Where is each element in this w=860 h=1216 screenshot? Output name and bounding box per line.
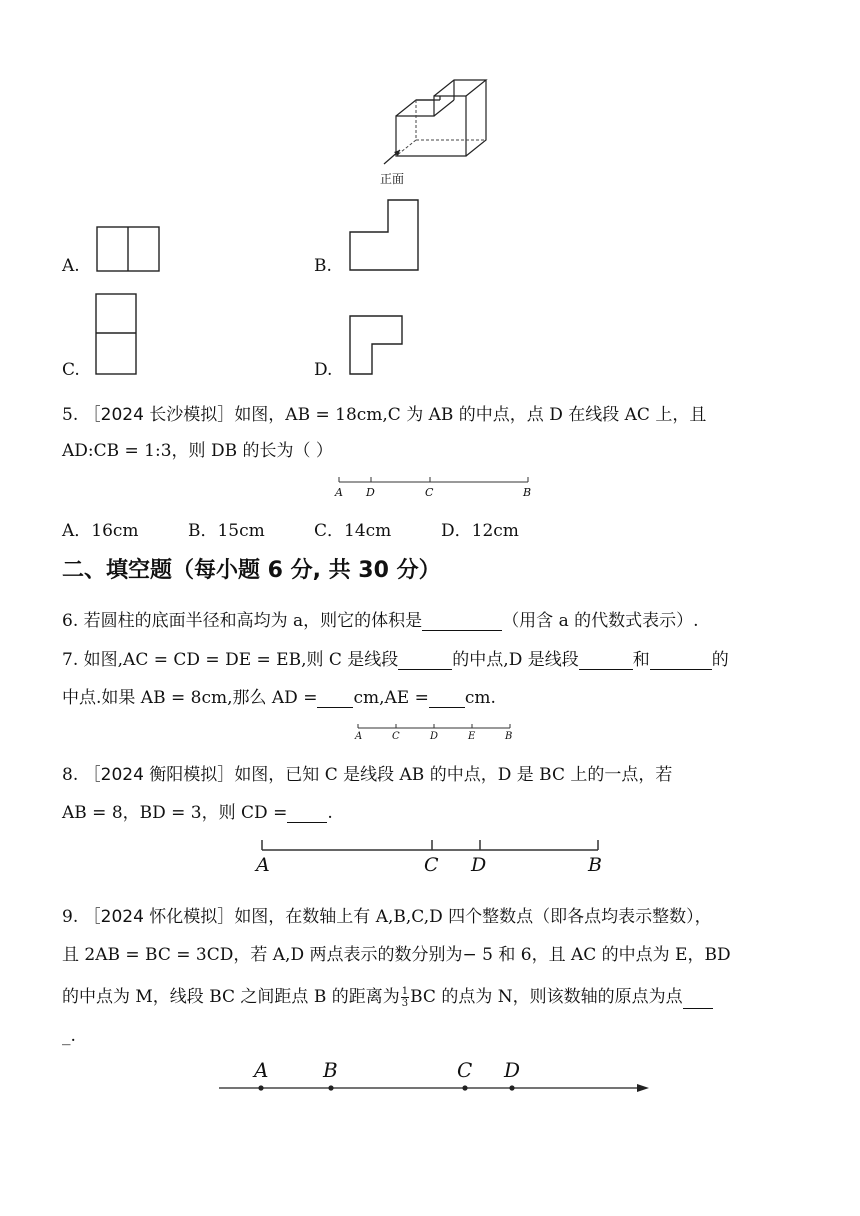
q5-option-c: C．14cm — [314, 521, 392, 541]
q8-line2 — [62, 798, 333, 823]
q7-text-g: cm. — [464, 688, 496, 708]
q8-number: 8. — [62, 765, 79, 785]
q5-point-c: C — [425, 486, 434, 499]
q6-number: 6. — [62, 611, 79, 631]
q8-point-b: B — [588, 854, 602, 876]
q9-line2: 且 2AB = BC = 3CD，若 A,D 两点表示的数分别为− 5 和 6，且 AC 的中点为 E，BD — [62, 945, 731, 965]
q9-line4: _. — [62, 1026, 76, 1046]
q7-text-e: 中点.如果 AB = 8cm,那么 AD = — [62, 688, 318, 708]
q8-line1 — [62, 760, 672, 785]
q7-blank-5[interactable] — [429, 689, 465, 708]
q9-number: 9. — [62, 907, 79, 927]
q7-point-e: E — [468, 731, 476, 742]
q4-option-b-label: B. — [314, 256, 332, 276]
q9-fraction-denominator: 3 — [401, 998, 409, 1009]
q7-text-c: 和 — [632, 650, 650, 670]
q9-dot-a — [258, 1085, 263, 1090]
q5-segment-figure — [330, 472, 540, 504]
q4-option-c-label: C. — [62, 360, 80, 380]
q9-source-tag: ［2024 怀化模拟］ — [83, 907, 235, 927]
front-label: 正面 — [380, 172, 405, 186]
q7-point-c: C — [392, 731, 400, 742]
q9-point-c: C — [457, 1058, 473, 1082]
q7-blank-3[interactable] — [650, 651, 712, 670]
section-heading: 二、填空题（每小题 6 分, 共 30 分） — [62, 558, 441, 583]
q6-answer-blank[interactable] — [422, 612, 502, 631]
q9-line1 — [62, 902, 712, 927]
q8-source-tag: ［2024 衡阳模拟］ — [83, 765, 235, 785]
q9-point-b: B — [323, 1058, 338, 1082]
q7-blank-1[interactable] — [398, 651, 452, 670]
q6-text-pre: 若圆柱的底面半径和高均为 a，则它的体积是 — [83, 611, 423, 631]
q8-point-d: D — [471, 854, 487, 876]
q5-source-tag: ［2024 长沙模拟］ — [83, 405, 235, 425]
q9-point-a: A — [254, 1058, 269, 1082]
q9-dot-d — [509, 1085, 514, 1090]
q5-text-line1: 如图，AB = 18cm,C 为 AB 的中点，点 D 在线段 AC 上，且 — [234, 405, 707, 425]
q5-number: 5. — [62, 405, 79, 425]
q7-text-b: 的中点,D 是线段 — [452, 650, 579, 670]
q8-point-c: C — [424, 854, 439, 876]
q9-dot-c — [462, 1085, 467, 1090]
q9-text-line3a: 的中点为 M，线段 BC 之间距点 B 的距离为 — [62, 987, 400, 1007]
q7-text-f: cm,AE = — [353, 688, 429, 708]
q7-text-a: 如图,AC = CD = DE = EB,则 C 是线段 — [83, 650, 399, 670]
q9-dot-b — [328, 1085, 333, 1090]
q4-option-d-label: D. — [314, 360, 333, 380]
q5-option-b: B．15cm — [188, 521, 265, 541]
q5-line1 — [62, 400, 706, 425]
q7-point-b: B — [505, 731, 513, 742]
q6-line — [62, 606, 699, 631]
q9-answer-blank[interactable] — [683, 990, 713, 1009]
q7-point-d: D — [430, 731, 439, 742]
q4-option-c-figure — [94, 292, 140, 378]
q5-option-d: D．12cm — [441, 521, 519, 541]
q4-option-a-figure — [96, 226, 162, 274]
q8-text-line1: 如图，已知 C 是线段 AB 的中点，D 是 BC 上的一点，若 — [234, 765, 673, 785]
q9-fraction-numerator: 1 — [401, 986, 409, 997]
q9-line3 — [62, 982, 713, 1009]
q9-text-line1: 如图，在数轴上有 A,B,C,D 四个整数点（即各点均表示整数）， — [234, 907, 712, 927]
q5-line2: AD:CB = 1:3，则 DB 的长为（ ） — [62, 441, 333, 461]
q7-point-a: A — [355, 731, 363, 742]
q4-option-d-figure — [348, 314, 406, 378]
q9-point-d: D — [504, 1058, 521, 1082]
q5-point-a: A — [335, 486, 343, 499]
q7-blank-2[interactable] — [579, 651, 633, 670]
q8-text-end: . — [327, 803, 333, 823]
q8-answer-blank[interactable] — [287, 804, 327, 823]
q7-text-d: 的 — [711, 650, 729, 670]
q5-option-a: A．16cm — [62, 521, 139, 541]
q5-point-b: B — [523, 486, 532, 499]
q7-line2 — [62, 683, 496, 708]
q8-segment-figure — [255, 836, 605, 856]
q7-number: 7. — [62, 650, 79, 670]
q7-blank-4[interactable] — [317, 689, 353, 708]
q7-line1 — [62, 645, 729, 670]
q9-text-line3b: BC 的点为 N，则该数轴的原点为点 — [410, 987, 683, 1007]
q9-number-line — [215, 1078, 655, 1098]
q8-text-line2: AB = 8，BD = 3，则 CD = — [62, 803, 288, 823]
q9-fraction — [401, 986, 409, 1009]
q4-option-b-figure — [348, 198, 422, 274]
q5-point-d: D — [366, 486, 375, 499]
q4-option-a-label: A. — [62, 256, 80, 276]
q6-text-post: （用含 a 的代数式表示）. — [502, 611, 699, 631]
q8-point-a: A — [256, 854, 270, 876]
